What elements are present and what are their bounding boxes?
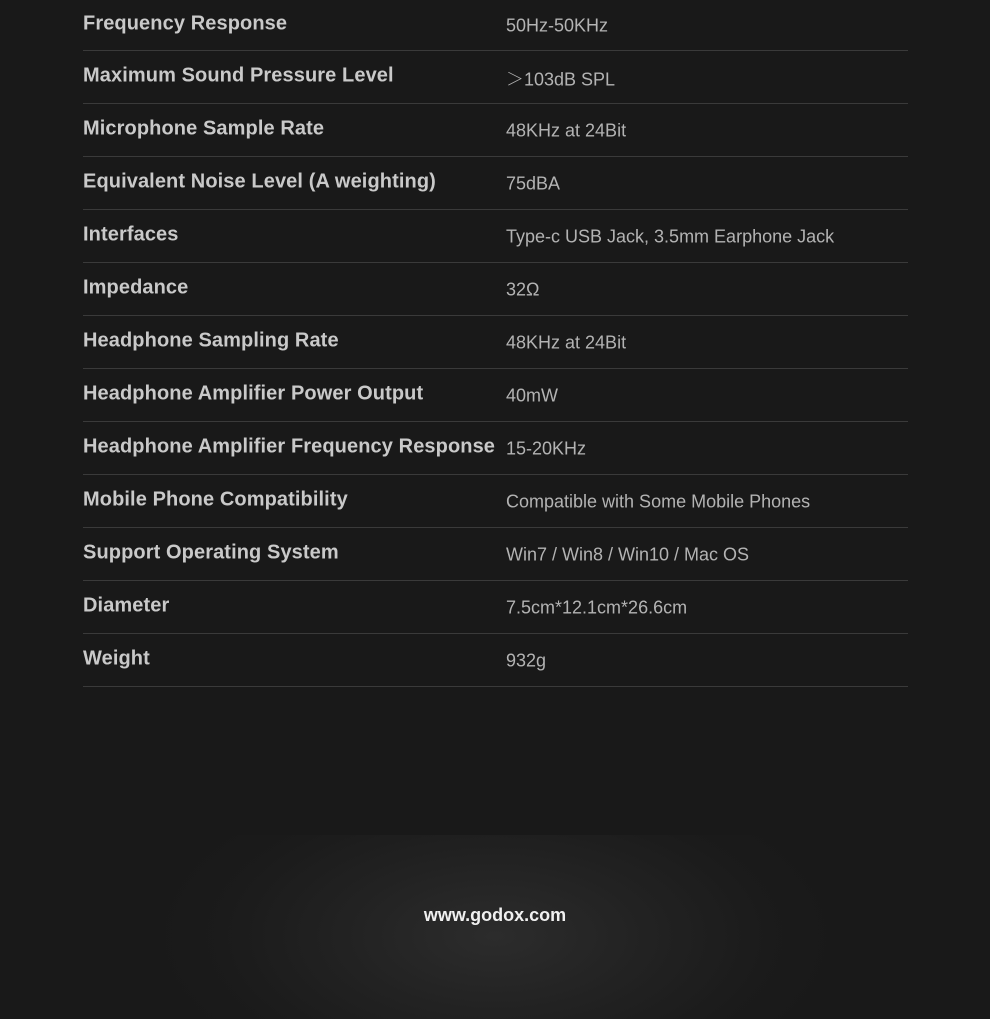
spec-value: 15-20KHz [506, 438, 587, 459]
spec-row [83, 104, 908, 157]
spec-row [83, 475, 908, 528]
spec-row [83, 210, 908, 263]
spec-label: Impedance [83, 276, 189, 299]
spec-label: Equivalent Noise Level (A weighting) [83, 170, 436, 193]
spec-row [83, 528, 908, 581]
spec-row [83, 263, 908, 316]
spec-label: Diameter [83, 594, 170, 617]
spec-value: 32Ω [506, 279, 540, 300]
spec-label: Interfaces [83, 223, 179, 246]
spec-row [83, 157, 908, 210]
spec-value: Win7 / Win8 / Win10 / Mac OS [506, 544, 750, 565]
spec-row [83, 316, 908, 369]
footer-banner [0, 835, 990, 1019]
spec-row [83, 0, 908, 51]
spec-label: Support Operating System [83, 541, 339, 564]
spec-label: Headphone Sampling Rate [83, 329, 339, 352]
spec-row [83, 51, 908, 104]
spec-value: 75dBA [506, 173, 561, 194]
spec-label: Headphone Amplifier Power Output [83, 382, 424, 405]
spec-row [83, 422, 908, 475]
spec-label: Frequency Response [83, 12, 288, 35]
spec-row [83, 581, 908, 634]
spec-label: Mobile Phone Compatibility [83, 488, 348, 511]
spec-label: Maximum Sound Pressure Level [83, 64, 394, 87]
spec-value: 932g [506, 650, 547, 671]
spec-label: Headphone Amplifier Frequency Response [83, 435, 496, 458]
spec-value: ＞103dB SPL [506, 69, 616, 90]
spec-row [83, 634, 908, 687]
spec-value: 48KHz at 24Bit [506, 120, 627, 141]
spec-table [83, 0, 908, 687]
spec-label: Microphone Sample Rate [83, 117, 325, 140]
spec-value: 50Hz-50KHz [506, 15, 609, 36]
spec-value: 48KHz at 24Bit [506, 332, 627, 353]
spec-label: Weight [83, 647, 150, 670]
spec-value: Type-c USB Jack, 3.5mm Earphone Jack [506, 226, 835, 247]
website-link[interactable]: www.godox.com [423, 905, 567, 925]
spec-row [83, 369, 908, 422]
spec-value: 7.5cm*12.1cm*26.6cm [506, 597, 688, 618]
spec-value: Compatible with Some Mobile Phones [506, 491, 811, 512]
spec-value: 40mW [506, 385, 559, 406]
